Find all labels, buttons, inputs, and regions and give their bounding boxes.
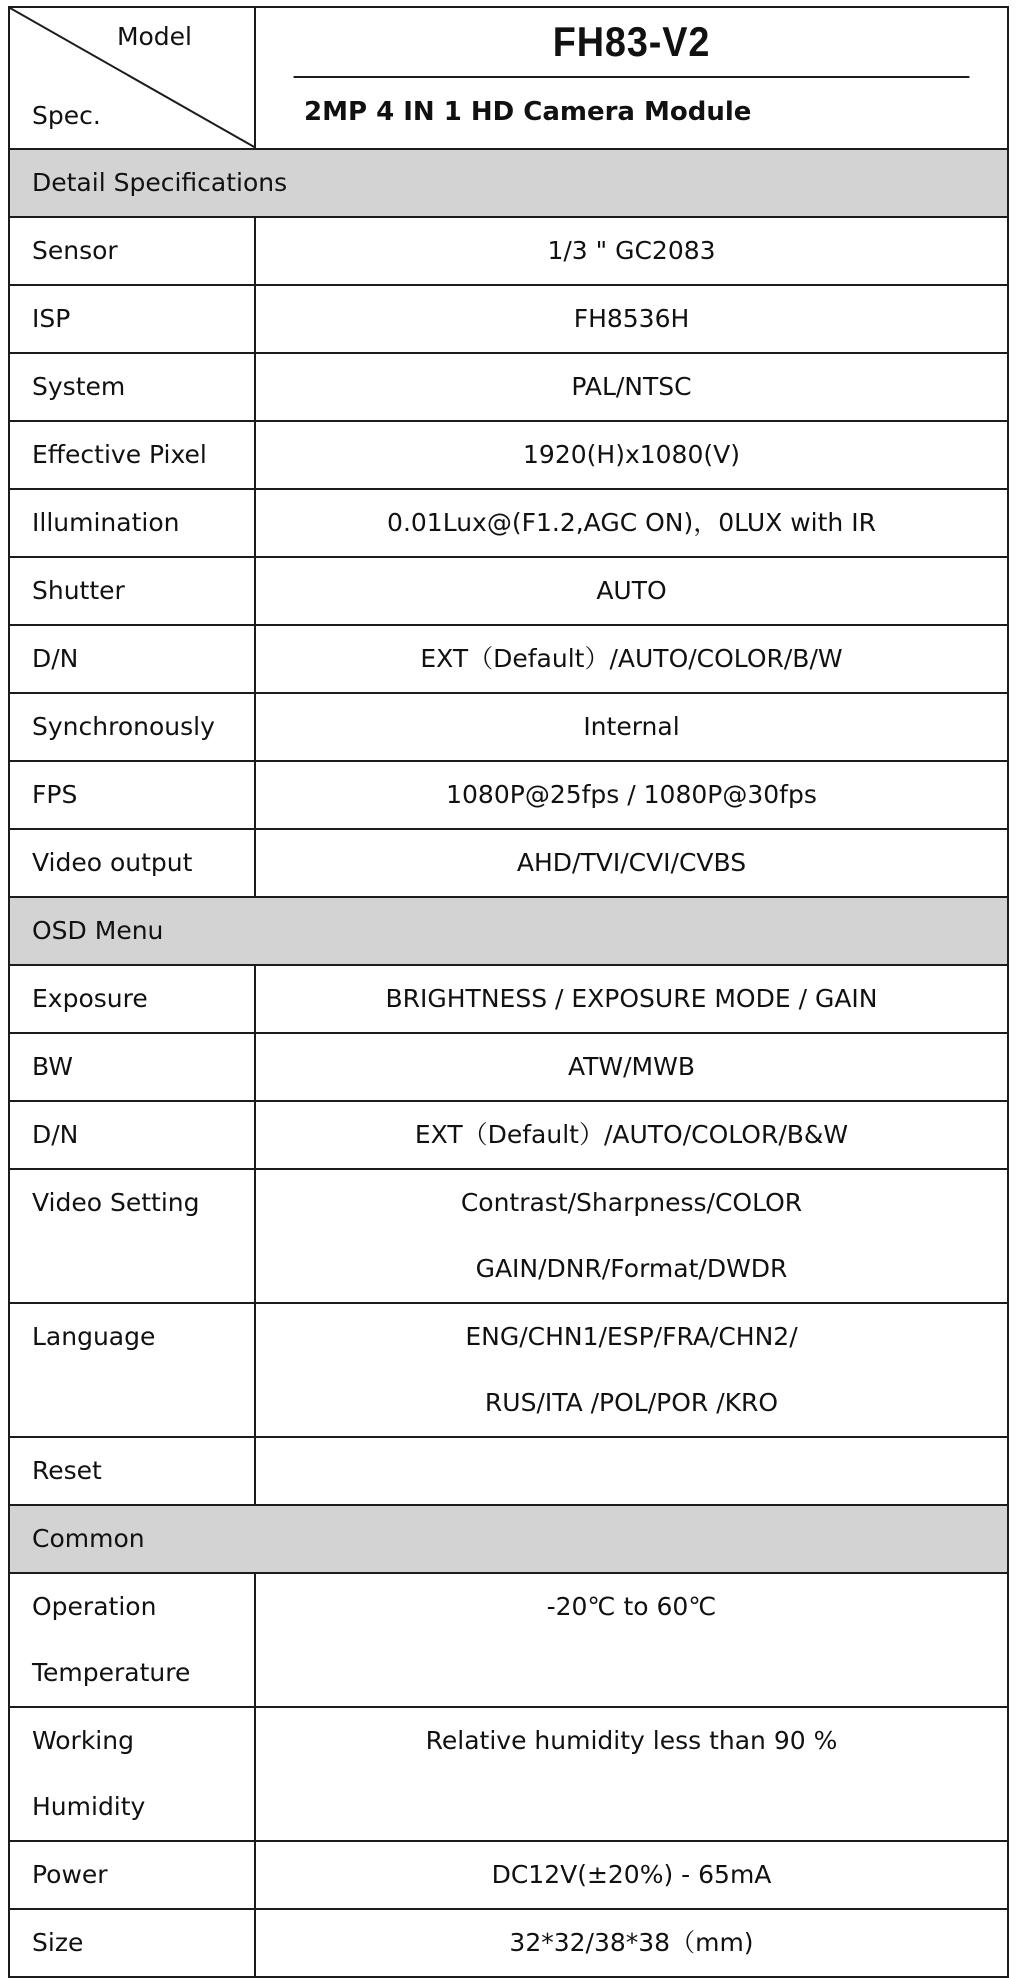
spec-label-cell: Size bbox=[9, 1909, 255, 1977]
spec-label-text: Language bbox=[32, 1322, 156, 1351]
spec-label-cell bbox=[9, 1169, 255, 1303]
spec-value-cell bbox=[255, 1303, 1008, 1437]
spec-value-line: Contrast/Sharpness/COLOR bbox=[460, 1188, 803, 1217]
spec-label-cell: BW bbox=[9, 1033, 255, 1101]
spec-value-cell: EXT（Default）/AUTO/COLOR/B/W bbox=[255, 625, 1008, 693]
spec-label-cell: Reset bbox=[9, 1437, 255, 1505]
spec-label-cell: Sensor bbox=[9, 217, 255, 285]
table-row bbox=[9, 625, 1008, 693]
spec-value-line: ENG/CHN1/ESP/FRA/CHN2/ bbox=[465, 1322, 798, 1351]
spec-label: Spec. bbox=[32, 101, 101, 130]
section-row-common bbox=[9, 1505, 1008, 1573]
spec-value-line: -20℃ to 60℃ bbox=[546, 1592, 717, 1621]
spec-label-cell: FPS bbox=[9, 761, 255, 829]
model-label: Model bbox=[116, 22, 192, 51]
spec-label-cell: D/N bbox=[9, 625, 255, 693]
spec-value-cell: 0.01Lux@(F1.2,AGC ON)，0LUX with IR bbox=[255, 489, 1008, 557]
table-row bbox=[9, 1101, 1008, 1169]
spec-label-cell: System bbox=[9, 353, 255, 421]
spec-label-cell: Shutter bbox=[9, 557, 255, 625]
model-spec-corner-cell bbox=[9, 7, 255, 149]
spec-value-cell bbox=[255, 1169, 1008, 1303]
table-row bbox=[9, 761, 1008, 829]
spec-label-cell: Synchronously bbox=[9, 693, 255, 761]
section-title: OSD Menu bbox=[9, 897, 1008, 965]
spec-value-cell: EXT（Default）/AUTO/COLOR/B&W bbox=[255, 1101, 1008, 1169]
spec-label-cell: Video output bbox=[9, 829, 255, 897]
table-row bbox=[9, 489, 1008, 557]
model-description: 2MP 4 IN 1 HD Camera Module bbox=[304, 97, 752, 127]
spec-value-cell: PAL/NTSC bbox=[255, 353, 1008, 421]
spec-value-cell: FH8536H bbox=[255, 285, 1008, 353]
spec-label-cell: Exposure bbox=[9, 965, 255, 1033]
table-row bbox=[9, 829, 1008, 897]
spec-value-cell bbox=[255, 1437, 1008, 1505]
table-row bbox=[9, 1303, 1008, 1437]
table-row bbox=[9, 1909, 1008, 1977]
spec-label-cell: Power bbox=[9, 1841, 255, 1909]
table-row bbox=[9, 421, 1008, 489]
spec-value-cell: BRIGHTNESS / EXPOSURE MODE / GAIN bbox=[255, 965, 1008, 1033]
spec-value-line: GAIN/DNR/Format/DWDR bbox=[475, 1254, 788, 1283]
spec-label-cell: D/N bbox=[9, 1101, 255, 1169]
spec-label-line: Temperature bbox=[32, 1658, 191, 1687]
spec-value-cell: Internal bbox=[255, 693, 1008, 761]
table-row bbox=[9, 1707, 1008, 1841]
spec-value-cell bbox=[255, 1707, 1008, 1841]
table-row bbox=[9, 557, 1008, 625]
header-row bbox=[9, 7, 1008, 149]
spec-label-line: Working bbox=[32, 1726, 134, 1755]
table-row bbox=[9, 285, 1008, 353]
spec-value-cell: 1920(H)x1080(V) bbox=[255, 421, 1008, 489]
spec-label-line: Operation bbox=[32, 1592, 157, 1621]
spec-label-cell: ISP bbox=[9, 285, 255, 353]
table-row bbox=[9, 217, 1008, 285]
spec-label-cell bbox=[9, 1573, 255, 1707]
section-row-detail bbox=[9, 149, 1008, 217]
spec-value-cell: DC12V(±20%) - 65mA bbox=[255, 1841, 1008, 1909]
spec-value-cell: AUTO bbox=[255, 557, 1008, 625]
spec-value-cell: AHD/TVI/CVI/CVBS bbox=[255, 829, 1008, 897]
table-row bbox=[9, 1841, 1008, 1909]
section-title: Detail Specifications bbox=[9, 149, 1008, 217]
spec-value-cell: 1/3 " GC2083 bbox=[255, 217, 1008, 285]
spec-value-cell: 32*32/38*38（mm) bbox=[255, 1909, 1008, 1977]
table-row bbox=[9, 1573, 1008, 1707]
table-row bbox=[9, 1437, 1008, 1505]
table-row bbox=[9, 353, 1008, 421]
spec-label-line: Humidity bbox=[32, 1792, 146, 1821]
spec-label-cell bbox=[9, 1303, 255, 1437]
spec-table bbox=[8, 6, 1009, 1978]
section-row-osd bbox=[9, 897, 1008, 965]
model-name: FH83-V2 bbox=[294, 8, 970, 78]
spec-value-line: RUS/ITA /POL/POR /KRO bbox=[484, 1388, 779, 1417]
table-row bbox=[9, 965, 1008, 1033]
table-row bbox=[9, 1169, 1008, 1303]
spec-label-cell: Effective Pixel bbox=[9, 421, 255, 489]
table-row bbox=[9, 693, 1008, 761]
spec-value-line: Relative humidity less than 90 % bbox=[425, 1726, 838, 1755]
section-title: Common bbox=[9, 1505, 1008, 1573]
spec-value-cell bbox=[255, 1573, 1008, 1707]
table-row bbox=[9, 1033, 1008, 1101]
spec-label-text: Video Setting bbox=[32, 1188, 200, 1217]
spec-label-cell bbox=[9, 1707, 255, 1841]
spec-label-cell: Illumination bbox=[9, 489, 255, 557]
spec-sheet bbox=[8, 6, 1007, 1978]
spec-value-cell: 1080P@25fps / 1080P@30fps bbox=[255, 761, 1008, 829]
model-info-cell bbox=[255, 7, 1008, 149]
spec-value-cell: ATW/MWB bbox=[255, 1033, 1008, 1101]
